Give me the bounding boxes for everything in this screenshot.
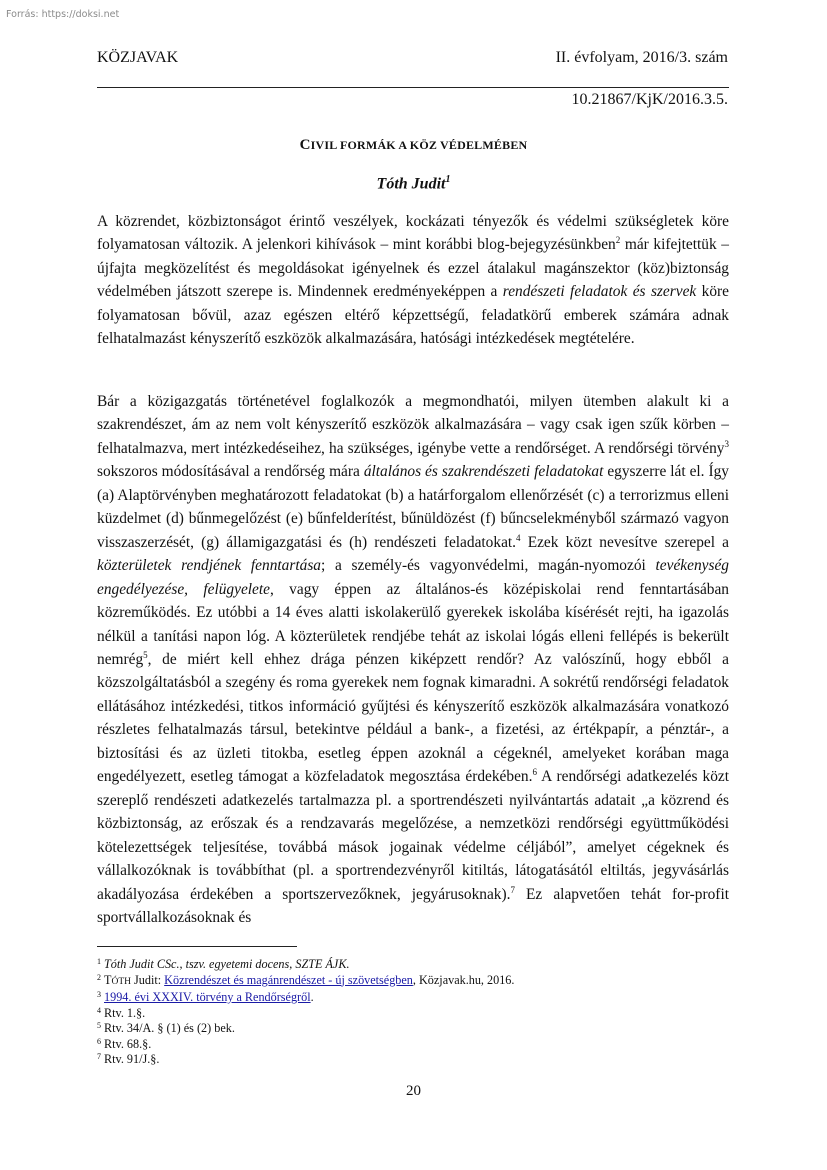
footnote-ref-3[interactable]: 3: [724, 438, 729, 449]
emphasis: közterületek rendjének fenntartása: [97, 557, 322, 575]
footnote-4: $^4$ Rtv. 1.§.: [97, 1005, 146, 1020]
footnote-ref-4[interactable]: 4: [516, 532, 521, 543]
footnote-ref-6[interactable]: 6: [532, 767, 537, 778]
journal-name: KÖZJAVAK: [97, 49, 179, 66]
footnote-ref-5[interactable]: 5: [143, 649, 148, 660]
footnote-7: $^7$ Rtv. 91/J.§.: [97, 1052, 160, 1066]
paragraph-2: Bár a közigazgatás történetével foglalkozók a megmondhatói, milyen ütemben alakult ki a szakrendészet, ám az nem volt kényszerítő eszközök alkalmazására – vagy csak igen szűk körben – felhatalmazva, mert intézkedéseihez, ha szükséges, igénybe vette a rendőrséget. A rendőrségi törvény$^3$ sokszoros módosításával a rendőrség mára általános és szakrendészeti feladatokat egyszerre lát el. Így (a) Alaptörvényben meghatározott feladatokat (b) a határforgalom ellenőrzését (c) a terrorizmus elleni küzdelmet (d) bűnmegelőzést (e) bűnfelderítést, bűnüldözést (f) bűncselekményből származó vagyon visszaszerzését, (g) államigazgatási és (h) rendészeti feladatokat.$^4$ Ezek közt nevesítve szerepel a közterületek rendjének fenntartása; a személy-és vagyonvédelmi, magán-nyomozói tevékenység engedélyezése, felügyelete, vagy éppen az általános-és középiskolai rend fenntartásában közreműködés. Ez utóbbi a 14 éves alatti iskolakerülő gyerekek iskolába kísérését rejti, ha igazolás nélkül a tanítási napon lóg. A közterületek rendjébe tehát az iskolai lógás elleni fellépés is bekerült nemrég$^5$, de miért kell ehhez drága pénzen kiképzett rendőr? Az valószínű, hogy ebből a közszolgáltatásból a szegény és roma gyerekek nem fognak kimaradni. A sokrétű rendőrségi feladatok ellátásához intézkedési, titkos információ gyűjtési és kényszerítő eszközök alkalmazására vonatkozó részletes felhatalmazás társul, betekintve például a bank-, a fizetési, az értékpapír, a pénztár-, a biztosítási és az üzleti titokba, esetleg éppen azoknál a cégeknél, amelyeket korában maga engedélyezett, esetleg támogat a közfeladatok megosztása érdekében.$^6$ A rendőrségi adatkezelés közt szereplő rendészeti adatkezelés tartalmazza pl. a sportrendészeti nyilvántartás adatait „a közrend és közbiztonság, az erőszak és a rendzavarás megelőzése, a nemzetközi rendőrségi együttműködési kötelezettségek teljesítése, továbbá mások jogainak védelme céljából”, amelyet cégeknek és vállalkozóknak is továbbíthat (pl. a sportrendezvényről kitiltás, látogatásától eltiltás, jegyvásárlás akadályozása érdekében a sportszervezőknek, jegyárusoknak).$^7$ Ez alapvetően tehát for-profit sportvállalkozásoknak és: [97, 393, 729, 926]
emphasis: tevékenység engedélyezése, felügyelete: [97, 557, 729, 598]
title-initial: C: [299, 137, 311, 153]
footnote-ref-7[interactable]: 7: [510, 884, 515, 895]
author: [0, 174, 827, 193]
paragraph-1: A közrendet, közbiztonságot érintő veszélyek, kockázati tényezők és védelmi szükségletek köre folyamatosan változik. A jelenkori kihívások – mint korábbi blog-bejegyzésünkben$^2$ már kifejtettük – újfajta megközelítést és megoldásokat igényelnek és ezzel átalakul magánszektor (köz)biztonság védelmében játszott szerepe is. Mindennek eredményeképpen a rendészeti feladatok és szervek köre folyamatosan bővül, azaz egészen eltérő képzettségű, feladatkörű emberek számára adnak felhatalmazást kényszerítő eszközök alkalmazására, hatósági intézkedések megtételére.: [97, 213, 730, 348]
article-title: [0, 137, 827, 154]
footnote-5: $^5$ Rtv. 34/A. § (1) és (2) bek.: [97, 1021, 235, 1035]
header-rule: [97, 87, 729, 88]
emphasis: általános és szakrendészeti feladatokat: [363, 463, 604, 481]
footnote-rule: [97, 946, 297, 947]
footnote-3: $^3$ 1994. évi XXXIV. törvény a Rendőrségről.: [97, 990, 314, 1004]
issue-info: II. évfolyam, 2016/3. szám: [555, 49, 728, 66]
author-footnote-ref[interactable]: 1: [445, 174, 451, 185]
footnote-link[interactable]: 1994. évi XXXIV. törvény a Rendőrségről: [104, 990, 311, 1004]
doi: 10.21867/KjK/2016.3.5.: [571, 91, 728, 108]
emphasis: rendészeti feladatok és szervek: [502, 283, 697, 301]
author-name: Tóth Judit: [376, 175, 446, 193]
footnote-2: $^2$ TÓTH Judit: Közrendészet és magánrendészet - új szövetségben, Közjavak.hu, 2016.: [97, 972, 515, 987]
source-watermark: Forrás: https://doksi.net: [6, 9, 120, 20]
footnote-6: $^6$ Rtv. 68.§.: [97, 1036, 152, 1051]
footnote-ref-2[interactable]: 2: [615, 235, 621, 246]
footnotes: [97, 957, 729, 1068]
footnote-1: $^1$ Tóth Judit CSc., tszv. egyetemi docens, SZTE ÁJK.: [97, 957, 350, 971]
title-rest: IVIL FORMÁK A KÖZ VÉDELMÉBEN: [310, 138, 528, 152]
footnote-link[interactable]: Közrendészet és magánrendészet - új szövetségben: [164, 972, 413, 987]
page-number: 20: [406, 1083, 421, 1099]
